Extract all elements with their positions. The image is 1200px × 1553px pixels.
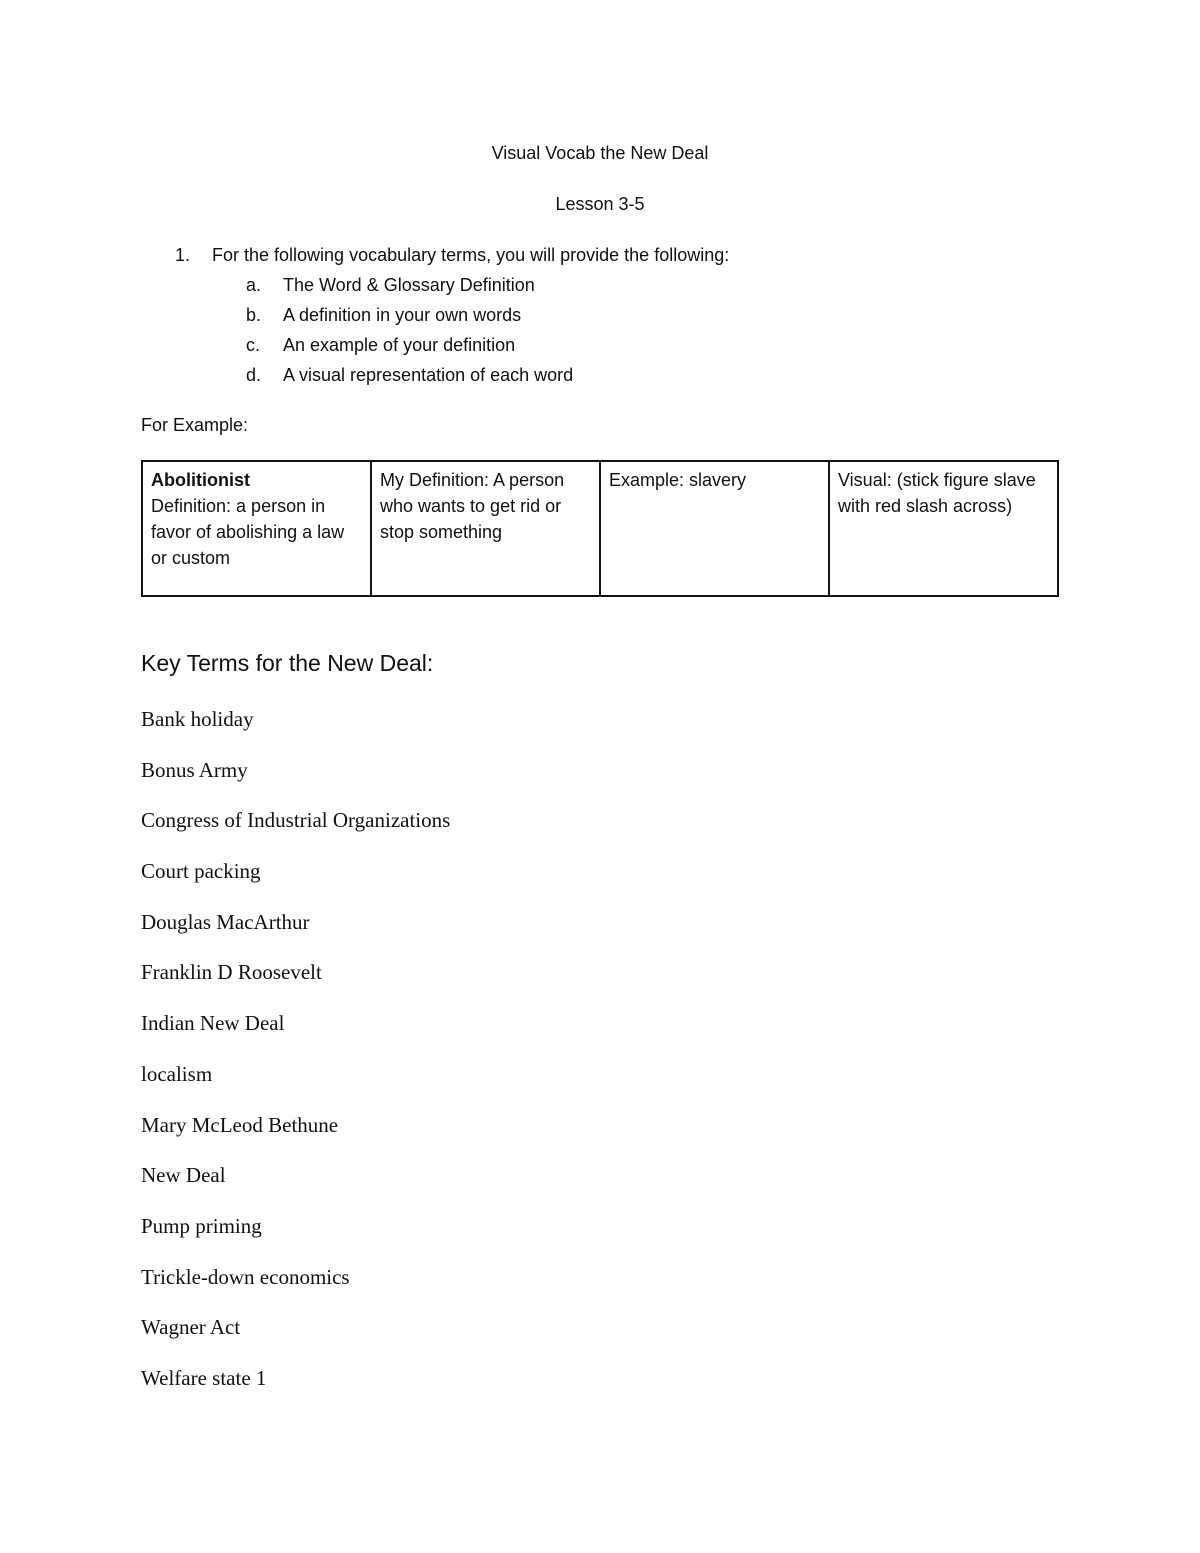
list-item: localism bbox=[141, 1061, 213, 1086]
example-example: Example: slavery bbox=[609, 470, 747, 490]
key-terms-heading: Key Terms for the New Deal: bbox=[141, 650, 434, 676]
subitem-letter: c. bbox=[246, 335, 261, 355]
page-title: Visual Vocab the New Deal bbox=[491, 143, 709, 163]
list-item: Court packing bbox=[141, 859, 261, 884]
list-item: Trickle-down economics bbox=[141, 1264, 350, 1289]
list-item: Bank holiday bbox=[141, 707, 254, 731]
list-item: Congress of Industrial Organizations bbox=[141, 808, 451, 833]
instruction-number: 1. bbox=[175, 245, 191, 265]
example-visual: Visual: (stick figure slave with red slash across) bbox=[838, 470, 1036, 516]
subitem-text: An example of your definition bbox=[283, 335, 516, 355]
list-item: Douglas MacArthur bbox=[141, 909, 310, 934]
list-item: Wagner Act bbox=[141, 1315, 241, 1340]
lesson-label: Lesson 3-5 bbox=[555, 194, 645, 214]
list-item: Mary McLeod Bethune bbox=[141, 1112, 339, 1137]
example-visual-cell bbox=[829, 461, 1058, 596]
subitem-text: The Word & Glossary Definition bbox=[283, 275, 535, 295]
list-item: Welfare state 1 bbox=[141, 1365, 267, 1390]
subitem-text: A visual representation of each word bbox=[283, 365, 574, 385]
subitem-letter: d. bbox=[246, 365, 262, 385]
list-item: Franklin D Roosevelt bbox=[141, 960, 322, 985]
example-term: Abolitionist bbox=[151, 470, 250, 490]
example-example-cell bbox=[600, 461, 829, 596]
instruction-text: For the following vocabulary terms, you will provide the following: bbox=[212, 245, 730, 265]
subitem-letter: b. bbox=[246, 305, 262, 325]
example-my-definition: My Definition: A person who wants to get rid or stop something bbox=[380, 470, 565, 542]
list-item: Pump priming bbox=[141, 1213, 262, 1238]
example-my-definition-cell bbox=[371, 461, 600, 596]
list-item: Bonus Army bbox=[141, 757, 248, 782]
key-terms-list bbox=[141, 705, 450, 1415]
table-row bbox=[142, 461, 1058, 596]
example-glossary-definition: Definition: a person in favor of abolishing a law or custom bbox=[151, 496, 345, 568]
example-table bbox=[141, 460, 1059, 597]
subitem-letter: a. bbox=[246, 275, 262, 295]
list-item: New Deal bbox=[141, 1163, 226, 1188]
for-example-label: For Example: bbox=[141, 415, 249, 435]
subitem-text: A definition in your own words bbox=[283, 305, 522, 325]
example-term-cell bbox=[142, 461, 371, 596]
list-item: Indian New Deal bbox=[141, 1011, 285, 1036]
